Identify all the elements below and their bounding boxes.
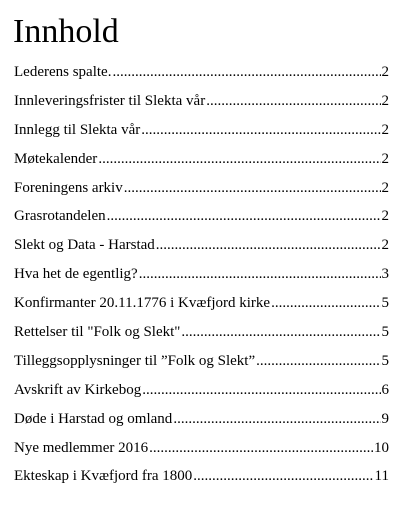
toc-entry — [14, 434, 389, 463]
dot-leader — [173, 405, 380, 434]
toc-entry-page: 5 — [381, 324, 389, 341]
dot-leader — [193, 462, 373, 491]
toc-entry — [14, 145, 389, 174]
dot-leader — [181, 318, 380, 347]
toc-entry-label: Rettelser til "Folk og Slekt" — [14, 324, 181, 341]
toc-entry-page: 6 — [381, 381, 389, 398]
toc-entry-label: Hva het de egentlig? — [14, 266, 138, 283]
toc-entry-page: 2 — [381, 92, 389, 109]
dot-leader — [271, 289, 380, 318]
toc-entry-label: Konfirmanter 20.11.1776 i Kvæfjord kirke — [14, 295, 271, 312]
toc-entry — [14, 202, 389, 231]
toc-entry — [14, 58, 389, 87]
toc-entry-page: 2 — [381, 208, 389, 225]
toc-entry-page: 2 — [381, 237, 389, 254]
dot-leader — [256, 347, 380, 376]
toc-entry — [14, 174, 389, 203]
toc-entry-label: Grasrotandelen — [14, 208, 106, 225]
dot-leader — [142, 376, 380, 405]
toc-entry-label: Nye medlemmer 2016 — [14, 439, 149, 456]
toc-entry-page: 5 — [381, 352, 389, 369]
toc-entry — [14, 289, 389, 318]
toc-entry-page: 9 — [381, 410, 389, 427]
toc-entry-label: Lederens spalte. — [14, 64, 112, 80]
toc-entry-page: 11 — [374, 468, 389, 485]
dot-leader — [141, 116, 380, 145]
table-of-contents — [14, 58, 389, 491]
toc-entry-label: Møtekalender — [14, 150, 98, 167]
toc-entry-label: Innlegg til Slekta vår — [14, 121, 141, 138]
dot-leader — [156, 231, 381, 260]
dot-leader — [206, 87, 380, 116]
toc-entry — [14, 405, 389, 434]
toc-entry — [14, 231, 389, 260]
toc-entry-page: 2 — [381, 64, 389, 80]
page-title: Innhold — [13, 13, 119, 50]
dot-leader — [107, 202, 381, 231]
dot-leader — [124, 174, 381, 203]
toc-entry-label: Foreningens arkiv — [14, 179, 123, 196]
toc-entry-page: 5 — [381, 295, 389, 312]
toc-entry-page: 2 — [381, 150, 389, 167]
toc-entry-label: Innleveringsfrister til Slekta vår — [14, 92, 206, 109]
dot-leader — [112, 58, 380, 87]
toc-entry-page: 2 — [381, 121, 389, 138]
toc-entry-label: Døde i Harstad og omland — [14, 410, 173, 427]
toc-entry-page: 10 — [374, 439, 389, 456]
toc-entry — [14, 347, 389, 376]
toc-entry-page: 3 — [381, 266, 389, 283]
toc-entry-label: Ekteskap i Kvæfjord fra 1800 — [14, 468, 193, 485]
toc-entry — [14, 462, 389, 491]
toc-entry — [14, 318, 389, 347]
toc-entry-label: Tilleggsopplysninger til ”Folk og Slekt” — [14, 352, 256, 369]
dot-leader — [98, 145, 380, 174]
dot-leader — [139, 260, 381, 289]
toc-entry-page: 2 — [381, 179, 389, 196]
toc-entry — [14, 116, 389, 145]
dot-leader — [149, 434, 373, 463]
toc-entry-label: Slekt og Data - Harstad — [14, 237, 155, 254]
toc-entry — [14, 376, 389, 405]
toc-entry — [14, 87, 389, 116]
toc-entry — [14, 260, 389, 289]
toc-entry-label: Avskrift av Kirkebog — [14, 381, 142, 398]
